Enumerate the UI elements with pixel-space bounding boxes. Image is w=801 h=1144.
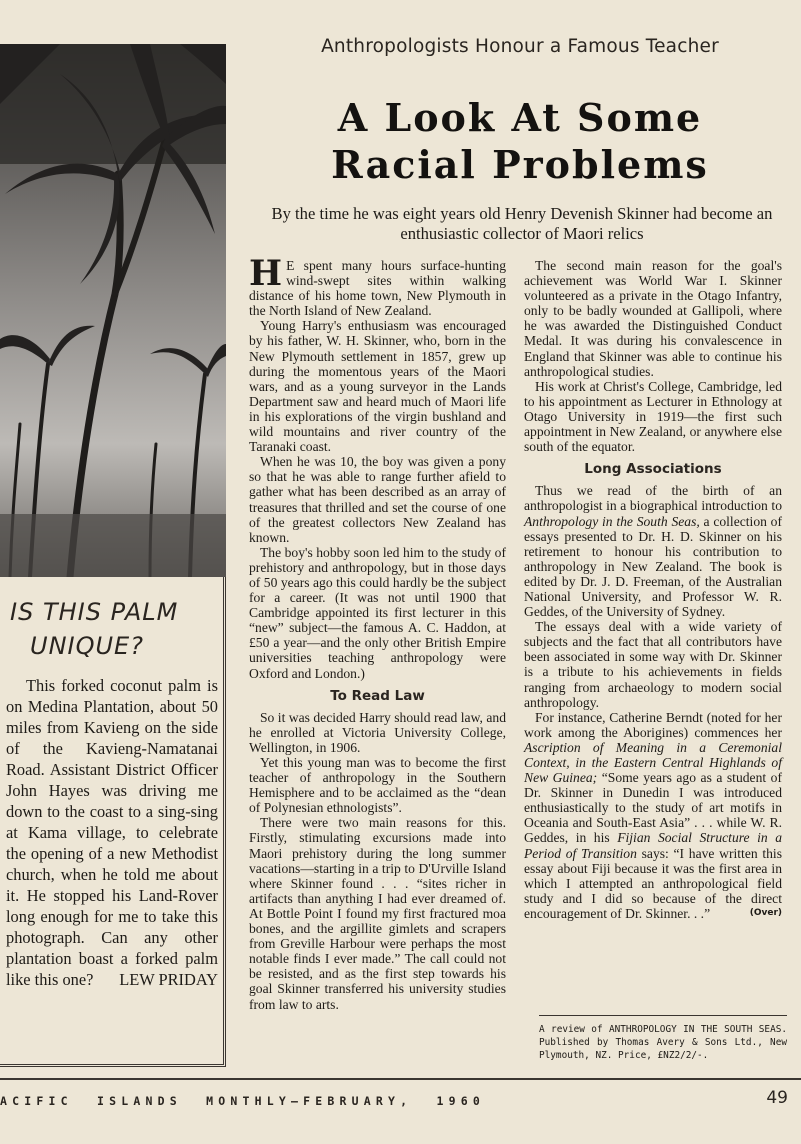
review-note: A review of ANTHROPOLOGY IN THE SOUTH SEAS. Published by Thomas Avery & Sons Ltd., New Plymouth, NZ. Price, £NZ2/2/-. [539,1015,787,1062]
running-footer: ACIFIC ISLANDS MONTHLY—FEBRUARY, 1960 [0,1094,485,1108]
kicker: Anthropologists Honour a Famous Teacher [321,36,719,57]
page-number: 49 [766,1088,788,1108]
article-paragraph [524,710,782,921]
subheading-long-associations: Long Associations [584,461,722,478]
article-paragraph: The boy's hobby soon led him to the study of prehistory and anthropology, but in those days of 50 years ago this could hardly be the subject for a career. (It was not until 1900 that Cambridge appointed its first lecturer in this “new” subject—the famous A. C. Haddon, at £50 a year—and the only other British Empire universities teaching anthropology were Oxford and London.) [249,544,506,681]
article-text: says: “I have written this essay about Fiji because it was the first area in which I attempted an anthropological field study and I did so because of the direct encouragement of Dr. Skinner. . .” [524,845,783,921]
article-column-1 [249,253,506,1012]
deck: By the time he was eight years old Henry Devenish Skinner had become an enthusiastic collector of Maori relics [271,204,773,243]
caption-title-line-2: UNIQUE? [30,632,144,660]
article-text: For instance, Catherine Berndt (noted for her work among the Aborigines) commences her [524,709,782,740]
continued-marker: (Over) [749,907,782,918]
article-paragraph: Yet this young man was to become the first teacher of anthropology in the Southern Hemisphere and to be acclaimed as the “dean of Polynesian ethnologists”. [249,755,506,816]
caption-text [6,675,218,990]
article-paragraph [524,483,782,619]
palm-photograph [0,44,226,577]
headline-line-2: Racial Problems [331,142,709,187]
caption-body: This forked coconut palm is on Medina Plantation, about 50 miles from Kavieng on the side of the Kavieng-Namatanai Road. Assistant District Officer John Hayes was driving me down to the coast to a sing-sing at Kama village, to celebrate the opening of a new Methodist church, when he told me about it. He stopped his Land-Rover long enough for me to take this photograph. Can any other plantation boast a forked palm like this one? [6,676,218,989]
subheading-read-law: To Read Law [330,687,425,704]
article-paragraph: The essays deal with a wide variety of subjects and the fact that all contributors have been associated in some way with Dr. Skinner is a tribute to his achievements in fields ranging from archaeology to modern social anthropology. [524,619,782,710]
caption-title-line-1: IS THIS PALM [10,598,179,626]
essay-title: Fijian Social Structure in a Period of Transition [524,830,782,861]
caption-byline: LEW PRIDAY [119,970,218,989]
article-paragraph: So it was decided Harry should read law, and he enrolled at Victoria University College, Wellington, in 1906. [249,709,506,755]
article-paragraph: There were two main reasons for this. Firstly, stimulating excursions made into Maori prehistory during the long summer vacations—starting in a trip to D'Urville Island where Skinner found . . . “sites richer in artifacts than anything I had ever dreamed of. At Bottle Point I found my first fractured moa bones, and the argillite gimlets and scrapers from Greville Harbour were perhaps the most notable finds I ever made.” The call could not be resisted, and as the first step towards his goal Skinner transferred his university studies from law to arts. [249,815,506,1012]
article-paragraph [249,253,506,319]
caption-title [10,595,220,663]
article-paragraph: The second main reason for the goal's achievement was World War I. Skinner volunteered as a private in the Otago Infantry, only to be badly wounded at Gallipoli, where he was awarded the Distinguished Conduct Medal. It was during his convalescence in England that Skinner was able to continue his anthropological studies. [524,258,782,379]
article-paragraph: His work at Christ's College, Cambridge, led to his appointment as Lecturer in Ethnology at Otago University in 1919—the first such appointment in New Zealand, or anywhere else south of the equator. [524,378,782,455]
photo-caption-box [0,577,226,1067]
article-paragraph: When he was 10, the boy was given a pony so that he was able to range further afield to gather what has been described as an array of treasures that thrilled and set the course of one of the greatest collectors New Zealand has known. [249,454,506,545]
book-title: Anthropology in the South Seas, [524,513,700,529]
headline-line-1: A Look At Some [337,95,703,140]
article-text: a collection of essays presented to Dr. H. D. Skinner on his retirement to honour his contribution to anthropology in New Zealand. The book is edited by Dr. J. D. Freeman, of the Australian National University, and Professor W. R. Geddes, of the University of Sydney. [524,513,783,620]
essay-title: Ascription of Meaning in a Ceremonial Context, in the Eastern Central Highlands of New Guinea; [524,739,782,786]
drop-cap: H [249,253,283,294]
footer-rule [0,1078,801,1080]
article-column-2 [524,258,782,921]
article-text: E spent many hours surface-hunting wind-swept sites within walking distance of his home town, New Plymouth in the North Island of New Zealand. [249,258,506,319]
article-paragraph: Young Harry's enthusiasm was encouraged by his father, W. H. Skinner, who, born in the New Plymouth settlement in 1857, grew up during the momentous years of the Maori wars, and as a young surveyor in the Lands Department saw and heard much of Maori life in his explorations of the virgin bushland and wild mountains and river country of the Taranaki coast. [249,318,506,455]
article-text: “Some years ago as a student of Dr. Skinner in Dunedin I was introduced enthusiastically to the study of art motifs in Oceania and South-East Asia” . . . while W. R. Geddes, in his [524,770,782,846]
headline [250,94,790,188]
article-text: Thus we read of the birth of an anthropologist in a biographical introduction to [524,483,782,514]
